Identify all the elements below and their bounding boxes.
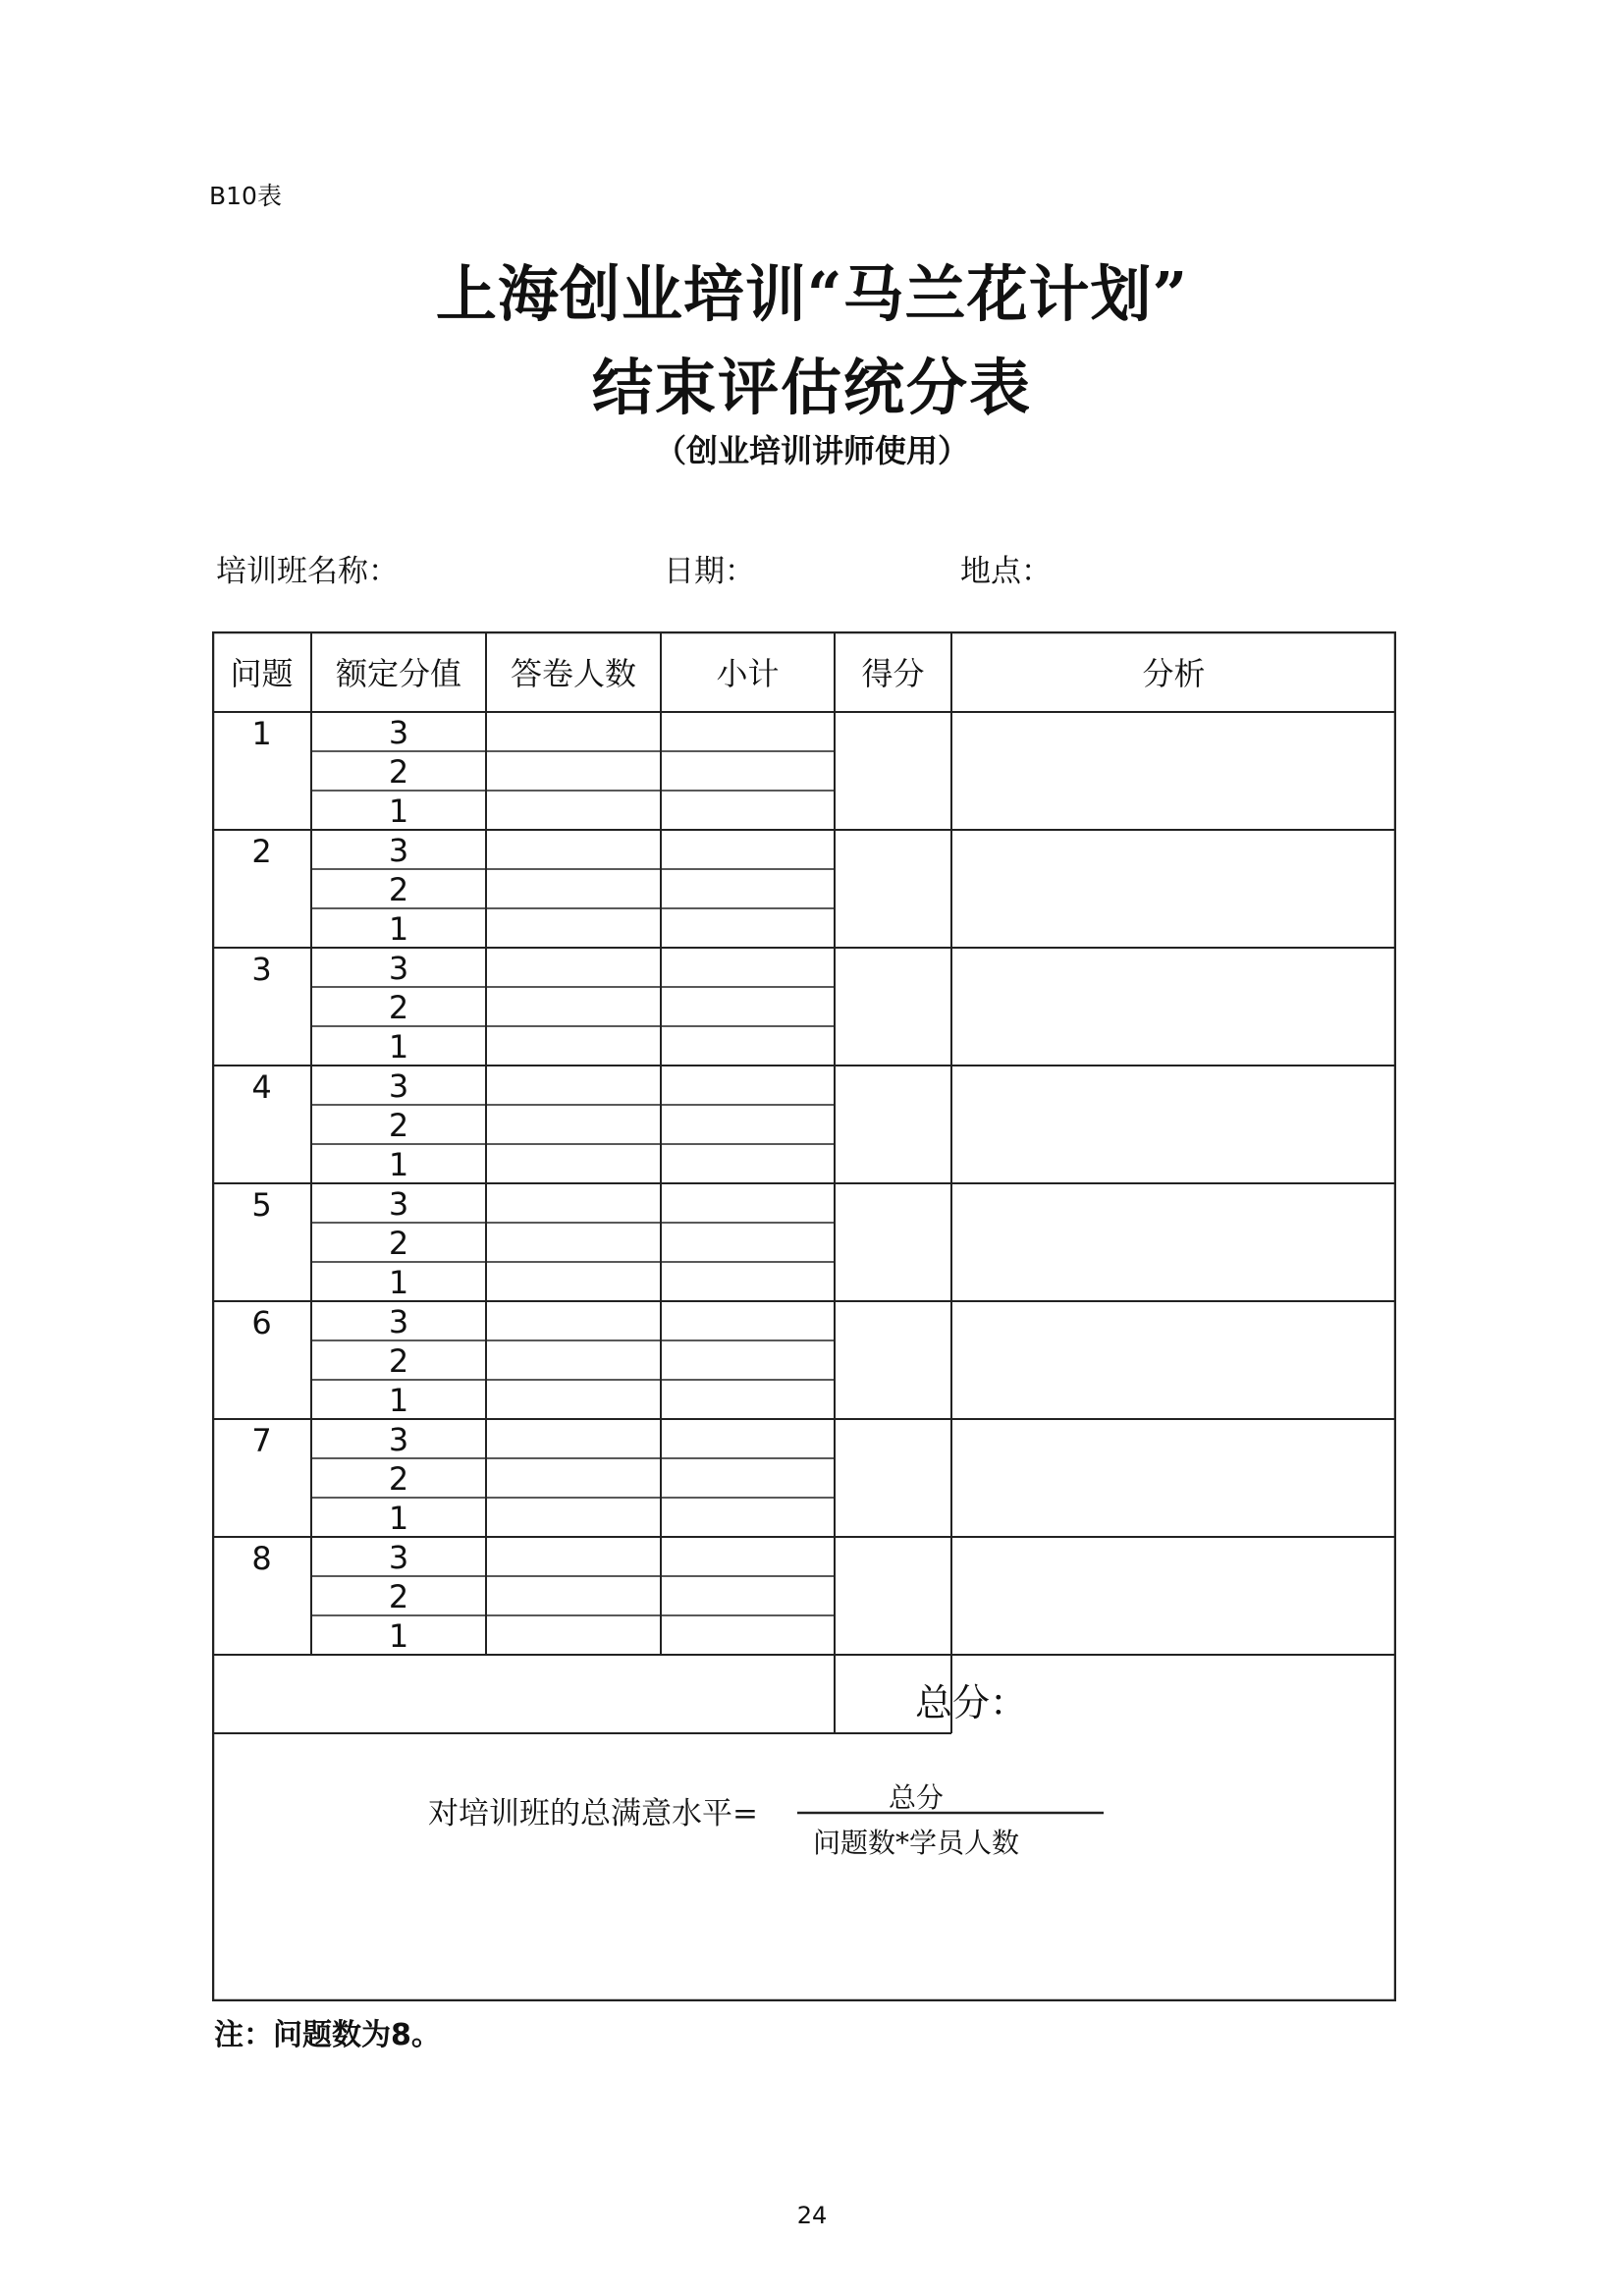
page-subtitle: （创业培训讲师使用） <box>654 432 969 469</box>
score-value: 3 <box>388 1421 409 1458</box>
score-value: 2 <box>388 871 409 908</box>
question-number: 2 <box>251 833 272 870</box>
question-number: 3 <box>251 951 272 988</box>
header-question: 问题 <box>230 655 294 692</box>
question-number: 4 <box>251 1068 272 1106</box>
total-score-label: 总分： <box>914 1681 1027 1724</box>
score-value: 2 <box>388 1225 409 1262</box>
score-value: 3 <box>388 950 409 987</box>
formula-numerator: 总分 <box>888 1781 944 1814</box>
formula-label: 对培训班的总满意水平= <box>428 1796 758 1831</box>
score-value: 3 <box>388 832 409 869</box>
score-value: 1 <box>388 1146 409 1183</box>
class-name-label: 培训班名称： <box>216 554 399 589</box>
header-rated-score: 额定分值 <box>335 655 461 692</box>
question-number: 7 <box>251 1422 272 1459</box>
question-number: 6 <box>251 1304 272 1341</box>
place-label: 地点： <box>960 554 1052 589</box>
score-value: 2 <box>388 1107 409 1144</box>
score-value: 1 <box>388 1028 409 1066</box>
form-code: B10表 <box>209 182 282 210</box>
question-number: 8 <box>251 1540 272 1577</box>
question-number: 1 <box>251 715 272 752</box>
score-value: 1 <box>388 793 409 830</box>
formula-denominator: 问题数*学员人数 <box>812 1827 1019 1859</box>
score-value: 3 <box>388 714 409 751</box>
score-value: 3 <box>388 1303 409 1340</box>
page-number: 24 <box>796 2202 828 2229</box>
header-score: 得分 <box>861 655 925 692</box>
score-value: 1 <box>388 1500 409 1537</box>
page-title-line-2: 结束评估统分表 <box>591 352 1032 423</box>
score-value: 3 <box>388 1185 409 1223</box>
header-respondents: 答卷人数 <box>510 655 636 692</box>
score-value: 2 <box>388 1460 409 1498</box>
score-value: 1 <box>388 1382 409 1419</box>
evaluation-table <box>212 631 1396 2001</box>
score-value: 1 <box>388 1617 409 1655</box>
question-number: 5 <box>251 1186 272 1224</box>
score-value: 2 <box>388 753 409 791</box>
date-label: 日期： <box>664 554 755 589</box>
header-subtotal: 小计 <box>716 655 780 692</box>
score-value: 3 <box>388 1067 409 1105</box>
score-value: 3 <box>388 1539 409 1576</box>
page-title: 上海创业培训“马兰花计划” <box>435 258 1189 330</box>
header-analysis: 分析 <box>1142 655 1206 692</box>
score-value: 2 <box>388 989 409 1026</box>
score-value: 1 <box>388 910 409 948</box>
score-value: 1 <box>388 1264 409 1301</box>
footnote: 注：问题数为8。 <box>214 2018 441 2052</box>
score-value: 2 <box>388 1578 409 1615</box>
score-value: 2 <box>388 1342 409 1380</box>
